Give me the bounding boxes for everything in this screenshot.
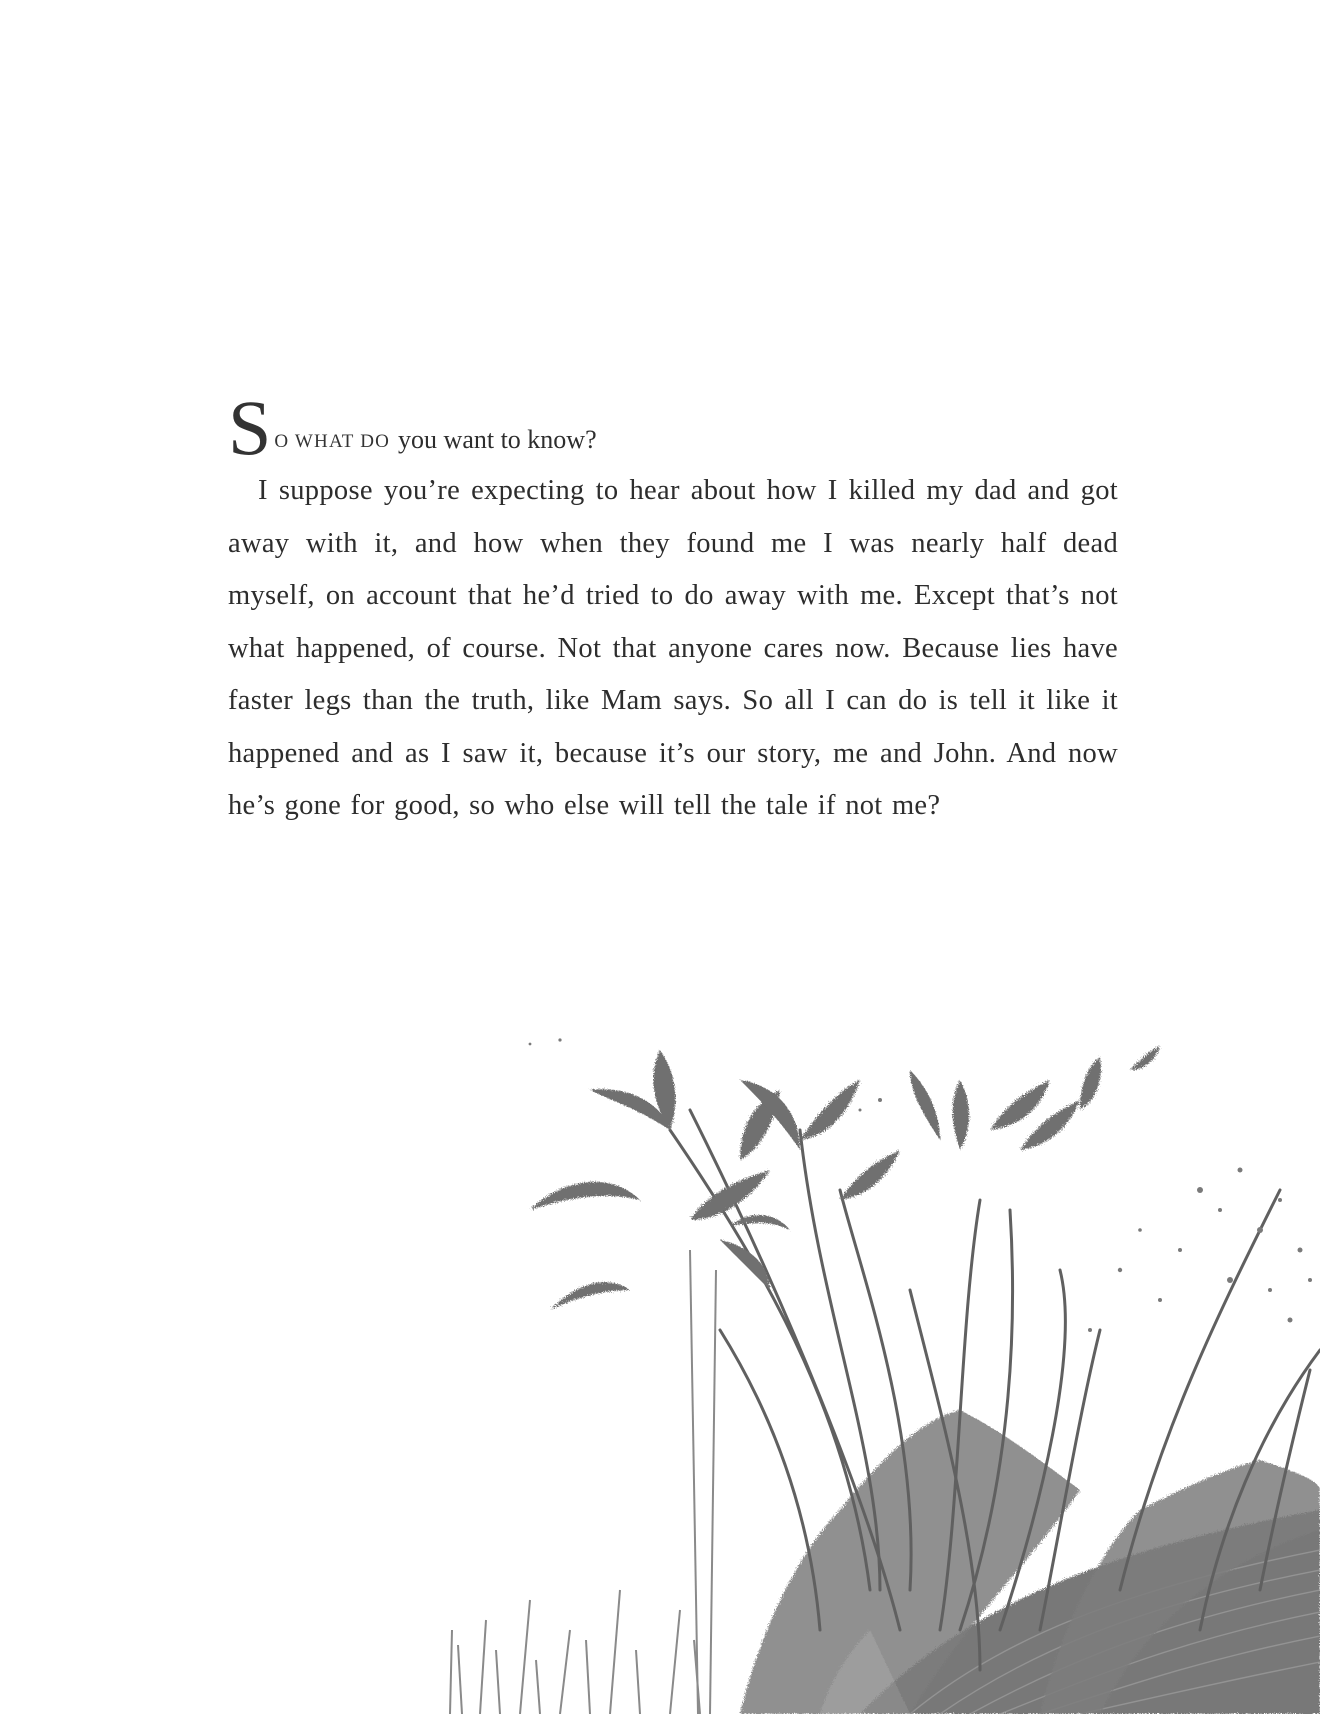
drop-cap: S: [228, 384, 272, 471]
body-paragraph: I suppose you’re expecting to hear about how I killed my dad and got away with it, and how when they found me I was nearly half dead myself, on account that he’d tried to do away with me. Except that’s not what happened, of course. Not that anyone cares now. Because lies have faster legs than the truth, like Mam says. So all I can do is tell it like it happened and as I saw it, because it’s our story, me and John. And now he’s gone for good, so who else will tell the tale if not me?: [228, 475, 1118, 821]
grass-illustration: [440, 990, 1320, 1714]
chapter-text: [228, 385, 1118, 833]
opening-line: [228, 384, 1118, 471]
opening-small-caps: O WHAT DO: [274, 431, 391, 452]
opening-question: you want to know?: [398, 425, 597, 454]
